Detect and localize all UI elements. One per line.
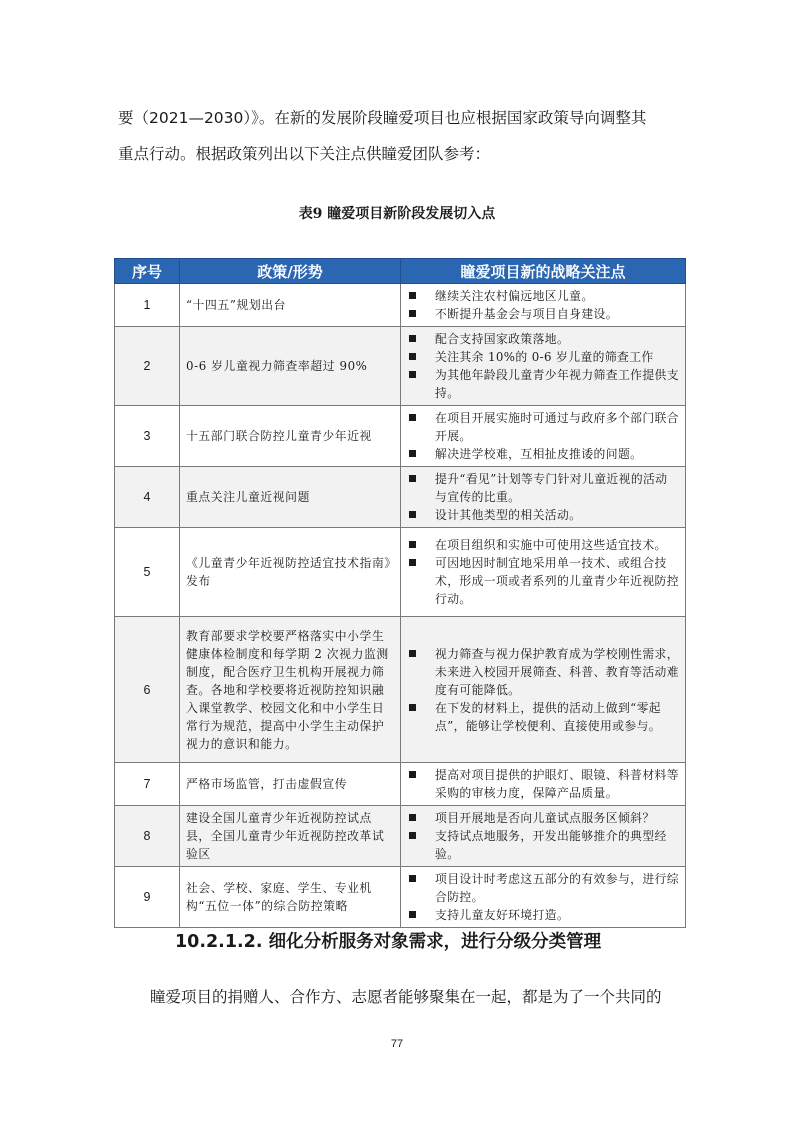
- focus-list: [407, 287, 679, 323]
- focus-list: [407, 536, 679, 608]
- policy-cell: 严格市场监管，打击虚假宣传: [180, 763, 401, 806]
- focus-point: [407, 870, 679, 906]
- header-policy: 政策/形势: [180, 259, 401, 284]
- focus-cell: [401, 806, 686, 867]
- focus-point: [407, 409, 679, 445]
- table-row: [115, 467, 686, 528]
- square-bullet-icon: [409, 371, 416, 378]
- focus-point: [407, 766, 679, 802]
- focus-cell: [401, 406, 686, 467]
- focus-cell: [401, 867, 686, 928]
- square-bullet-icon: [409, 292, 416, 299]
- focus-point: [407, 287, 679, 305]
- focus-point-text: 项目设计时考虑这五部分的有效参与，进行综合防控。: [435, 872, 679, 904]
- square-bullet-icon: [409, 875, 416, 882]
- focus-cell: [401, 617, 686, 763]
- square-bullet-icon: [409, 511, 416, 518]
- focus-point-text: 配合支持国家政策落地。: [435, 332, 570, 346]
- focus-point-text: 可因地因时制宜地采用单一技术、或组合技术，形成一项或者系列的儿童青少年近视防控行动。: [435, 556, 679, 606]
- focus-point-text: 视力筛查与视力保护教育成为学校刚性需求，未来进入校园开展筛查、科普、教育等活动难度有可能降低。: [435, 646, 679, 697]
- focus-point: [407, 536, 679, 554]
- focus-point-text: 支持试点地服务，开发出能够推介的典型经验。: [435, 829, 667, 861]
- table-row: [115, 284, 686, 327]
- focus-point: [407, 445, 679, 463]
- focus-point-text: 解决进学校难，互相扯皮推诿的问题。: [435, 447, 643, 461]
- row-number: 1: [115, 284, 180, 327]
- focus-point-text: 提高对项目提供的护眼灯、眼镜、科普材料等采购的审核力度，保障产品质量。: [435, 768, 679, 800]
- square-bullet-icon: [409, 450, 416, 457]
- row-number: 4: [115, 467, 180, 528]
- row-number: 8: [115, 806, 180, 867]
- section-heading: 10.2.1.2. 细化分析服务对象需求，进行分级分类管理: [175, 932, 602, 952]
- focus-point-text: 提升“看见”计划等专门针对儿童近视的活动与宣传的比重。: [435, 472, 668, 504]
- policy-cell: 社会、学校、家庭、学生、专业机构“五位一体”的综合防控策略: [180, 867, 401, 928]
- focus-list: [407, 766, 679, 802]
- focus-cell: [401, 467, 686, 528]
- focus-list: [407, 330, 679, 402]
- page-number: 77: [390, 1038, 404, 1050]
- square-bullet-icon: [409, 310, 416, 317]
- focus-point: [407, 506, 679, 524]
- header-focus: 瞳爱项目新的战略关注点: [401, 259, 686, 284]
- focus-list: [407, 645, 679, 735]
- square-bullet-icon: [409, 475, 416, 482]
- focus-point-text: 继续关注农村偏远地区儿童。: [435, 289, 594, 303]
- table-header-row: [115, 259, 686, 284]
- row-number: 3: [115, 406, 180, 467]
- focus-list: [407, 409, 679, 463]
- table-row: [115, 867, 686, 928]
- focus-list: [407, 470, 679, 524]
- focus-cell: [401, 528, 686, 617]
- table-row: [115, 406, 686, 467]
- focus-point-text: 为其他年龄段儿童青少年视力筛查工作提供支持。: [435, 368, 679, 400]
- row-number: 9: [115, 867, 180, 928]
- square-bullet-icon: [409, 353, 416, 360]
- focus-point: [407, 348, 679, 366]
- table-row: [115, 806, 686, 867]
- square-bullet-icon: [409, 911, 416, 918]
- focus-point: [407, 699, 679, 735]
- policy-table: [114, 258, 686, 928]
- focus-point: [407, 470, 679, 506]
- table-body: [115, 284, 686, 928]
- policy-cell: “十四五”规划出台: [180, 284, 401, 327]
- row-number: 6: [115, 617, 180, 763]
- focus-point: [407, 366, 679, 402]
- table-caption: 表9 瞳爱项目新阶段发展切入点: [298, 206, 496, 222]
- focus-point: [407, 827, 679, 863]
- row-number: 7: [115, 763, 180, 806]
- focus-point: [407, 809, 679, 827]
- focus-point: [407, 645, 679, 699]
- focus-cell: [401, 327, 686, 406]
- focus-point-text: 不断提升基金会与项目自身建设。: [435, 307, 618, 321]
- square-bullet-icon: [409, 832, 416, 839]
- focus-point-text: 支持儿童友好环境打造。: [435, 908, 570, 922]
- table-row: [115, 528, 686, 617]
- square-bullet-icon: [409, 541, 416, 548]
- policy-cell: 建设全国儿童青少年近视防控试点县，全国儿童青少年近视防控改革试验区: [180, 806, 401, 867]
- policy-cell: 十五部门联合防控儿童青少年近视: [180, 406, 401, 467]
- row-number: 2: [115, 327, 180, 406]
- body-line: 瞳爱项目的捐赠人、合作方、志愿者能够聚集在一起，都是为了一个共同的: [150, 988, 662, 1006]
- focus-list: [407, 809, 679, 863]
- square-bullet-icon: [409, 335, 416, 342]
- focus-point: [407, 906, 679, 924]
- table-row: [115, 327, 686, 406]
- focus-point: [407, 554, 679, 608]
- intro-line-2: 重点行动。根据政策列出以下关注点供瞳爱团队参考：: [118, 145, 491, 163]
- focus-point: [407, 330, 679, 348]
- policy-cell: 《儿童青少年近视防控适宜技术指南》发布: [180, 528, 401, 617]
- square-bullet-icon: [409, 559, 416, 566]
- focus-list: [407, 870, 679, 924]
- policy-cell: 0-6 岁儿童视力筛查率超过 90%: [180, 327, 401, 406]
- focus-point: [407, 305, 679, 323]
- header-number: 序号: [115, 259, 180, 284]
- intro-line-1: 要（2021—2030）》。在新的发展阶段瞳爱项目也应根据国家政策导向调整其: [118, 109, 647, 127]
- focus-point-text: 设计其他类型的相关活动。: [435, 508, 582, 522]
- focus-point-text: 在项目开展实施时可通过与政府多个部门联合开展。: [435, 411, 679, 443]
- focus-point-text: 项目开展地是否向儿童试点服务区倾斜？: [435, 811, 655, 825]
- focus-point-text: 关注其余 10%的 0-6 岁儿童的筛查工作: [435, 350, 654, 364]
- policy-cell: 教育部要求学校要严格落实中小学生健康体检制度和每学期 2 次视力监测制度，配合医疗卫生机构开展视力筛查。各地和学校要将近视防控知识融入课堂教学、校园文化和中小学生日常行为规范，提高中小学生主动保护视力的意识和能力。: [180, 617, 401, 763]
- square-bullet-icon: [409, 650, 416, 657]
- policy-cell: 重点关注儿童近视问题: [180, 467, 401, 528]
- square-bullet-icon: [409, 704, 416, 711]
- square-bullet-icon: [409, 814, 416, 821]
- row-number: 5: [115, 528, 180, 617]
- focus-point-text: 在项目组织和实施中可使用这些适宜技术。: [435, 538, 667, 552]
- table-row: [115, 763, 686, 806]
- focus-point-text: 在下发的材料上，提供的活动上做到“零起点”，能够让学校便利、直接使用或参与。: [435, 700, 661, 733]
- table-row: [115, 617, 686, 763]
- square-bullet-icon: [409, 414, 416, 421]
- focus-cell: [401, 763, 686, 806]
- focus-cell: [401, 284, 686, 327]
- square-bullet-icon: [409, 771, 416, 778]
